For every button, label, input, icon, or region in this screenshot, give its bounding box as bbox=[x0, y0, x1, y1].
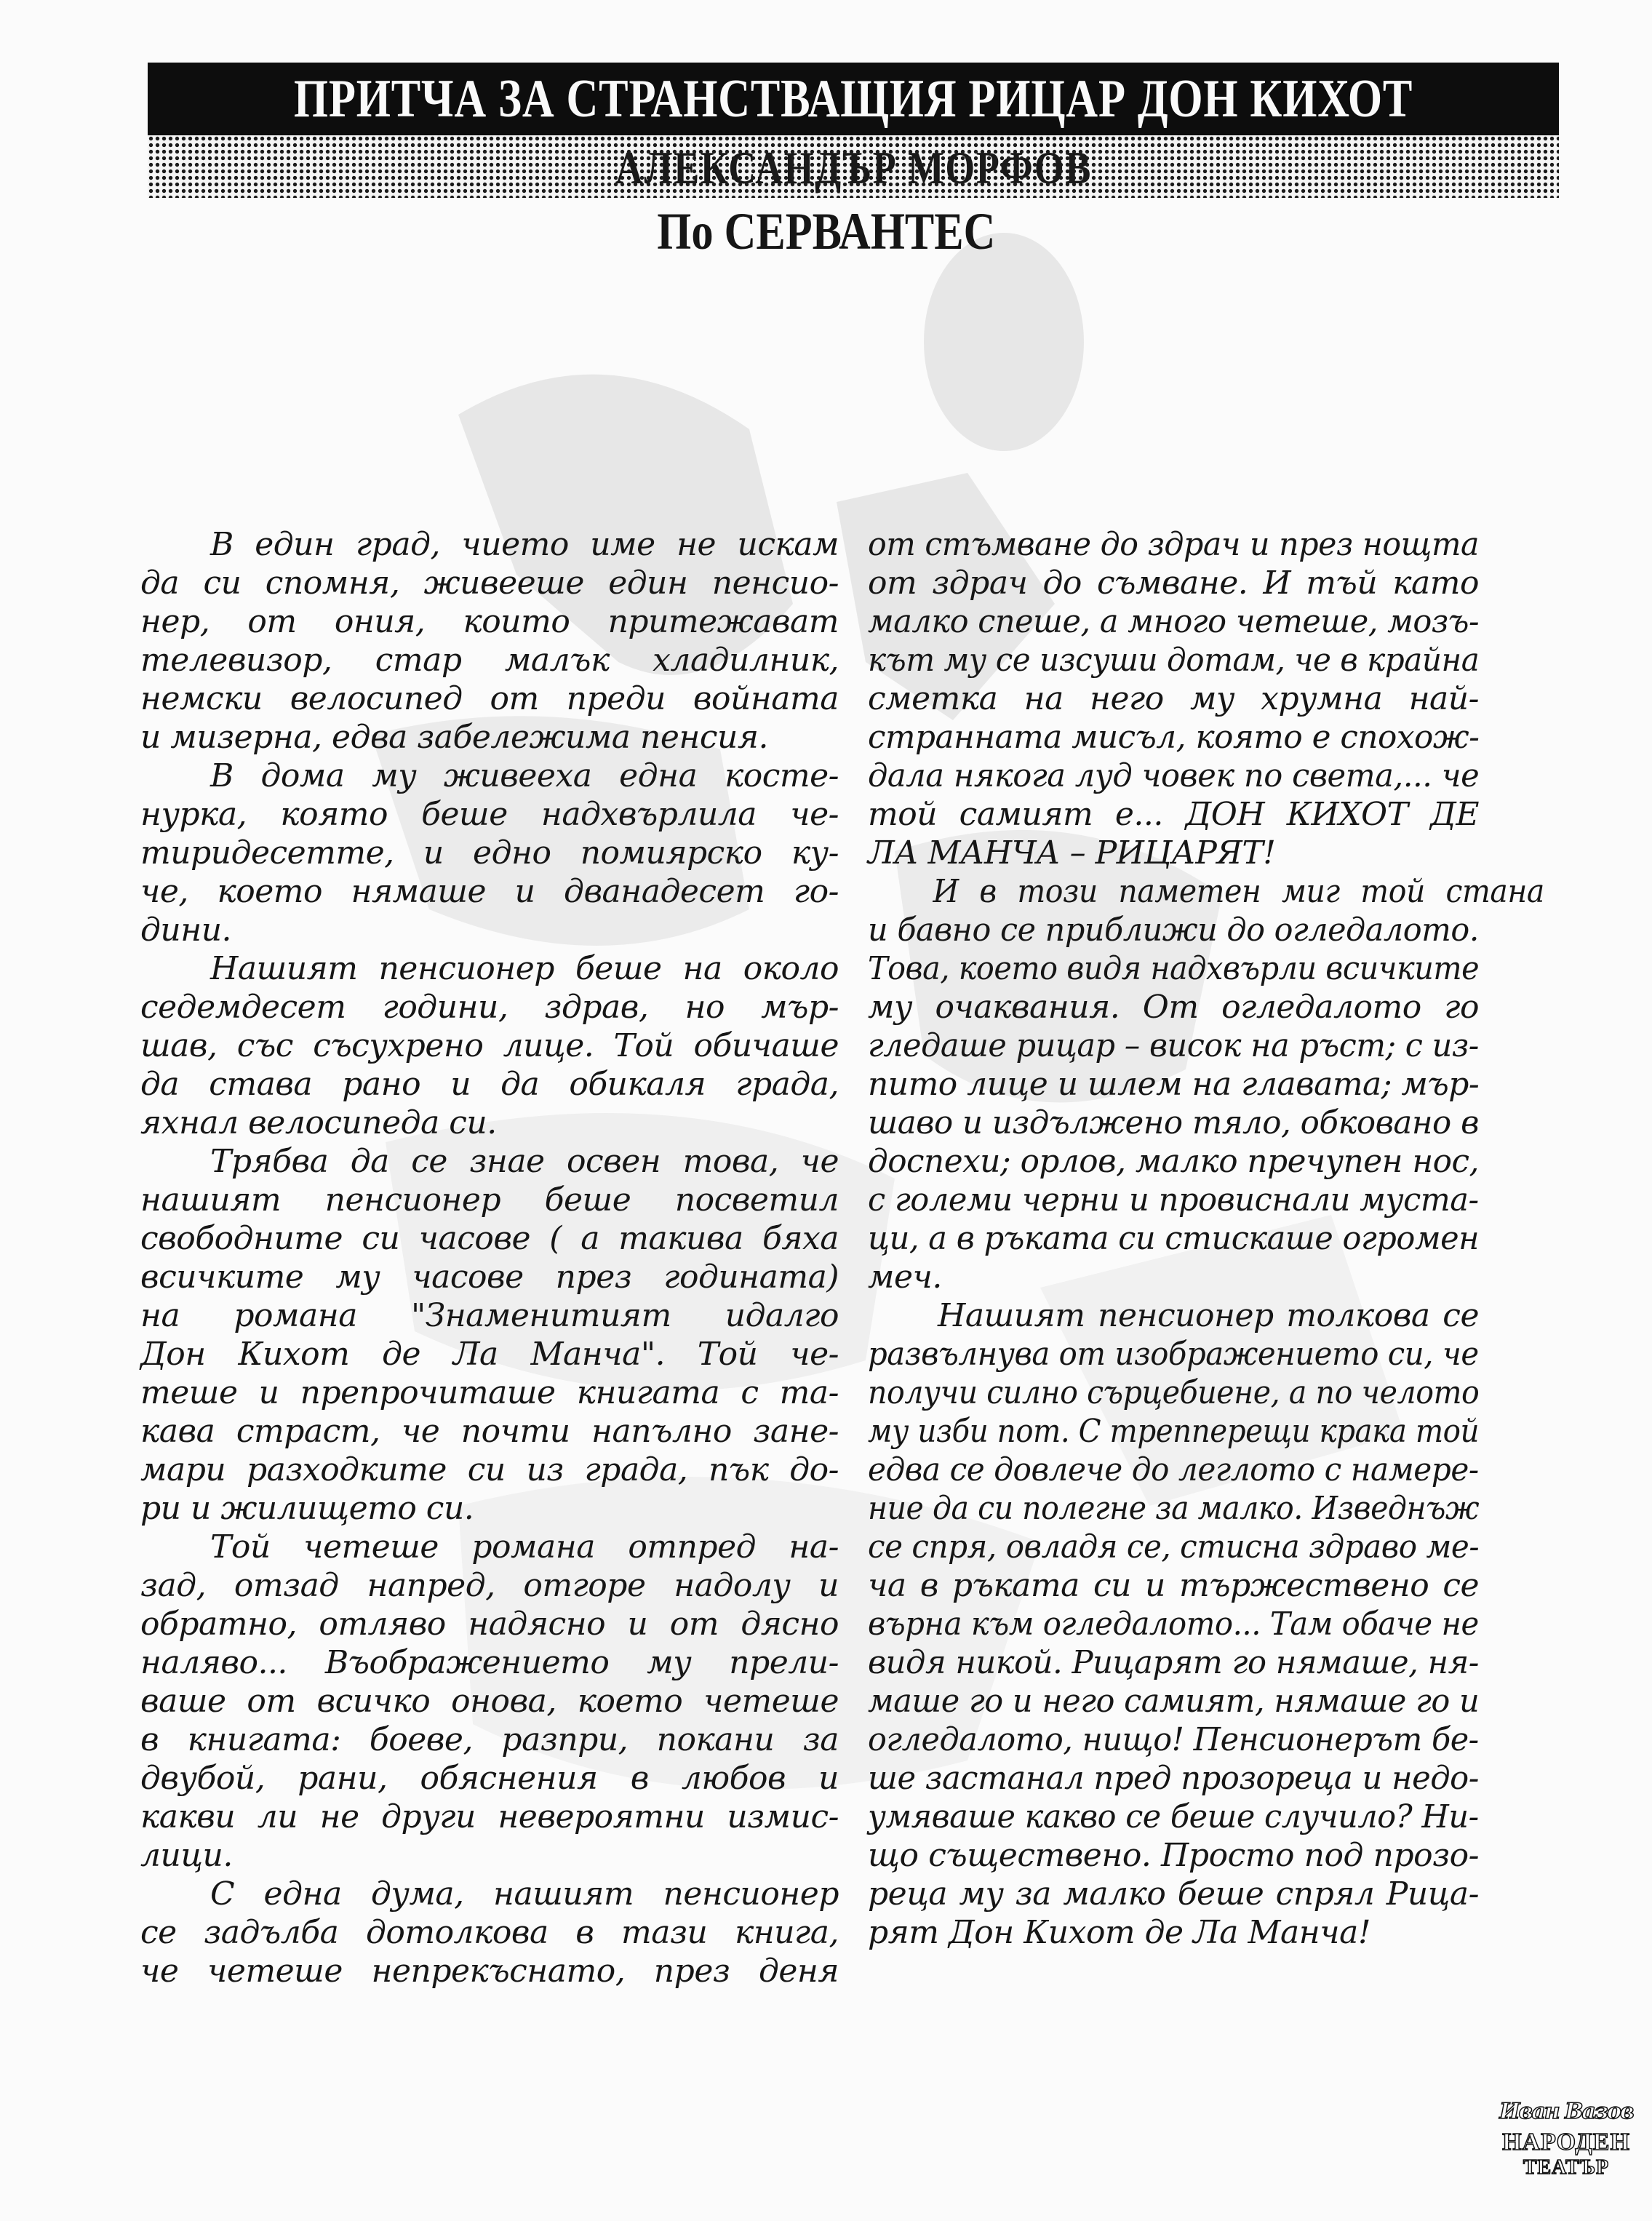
author-bar bbox=[148, 135, 1559, 198]
text-line: огледалото, нищо! Пенсионерът бе- bbox=[868, 1721, 1479, 1758]
text-line: кава страст, че почти напълно зане- bbox=[140, 1413, 839, 1450]
text-line: да става рано и да обикаля града, bbox=[140, 1066, 839, 1103]
text-line: нурка, която беше надхвърлила че- bbox=[140, 796, 839, 833]
text-line: дала някога луд човек по света,... че bbox=[868, 757, 1480, 794]
text-line: от здрач до съмване. И тъй като bbox=[868, 565, 1479, 602]
text-line: дини. bbox=[140, 912, 232, 949]
text-line: И в този паметен миг той стана bbox=[933, 873, 1544, 910]
text-line: получи силно сърцебиене, а по челото bbox=[868, 1374, 1480, 1411]
text-line: всичките му часове през годината) bbox=[140, 1259, 839, 1296]
article-author: АЛЕКСАНДЪР МОРФОВ bbox=[615, 142, 1092, 194]
text-line: едва се довлече до леглото с намере- bbox=[868, 1451, 1479, 1488]
article-title: ПРИТЧА ЗА СТРАНСТВАЩИЯ РИЦАР ДОН КИХОТ bbox=[293, 69, 1413, 129]
text-line: ние да си полегне за малко. Изведнъж bbox=[868, 1490, 1480, 1527]
text-line: че четеше непрекъснато, през деня bbox=[140, 1953, 839, 1990]
text-line: нер, от ония, които притежават bbox=[140, 603, 839, 640]
text-line: нашият пенсионер беше посветил bbox=[140, 1181, 839, 1219]
text-line: в книгата: боеве, разпри, покани за bbox=[140, 1721, 839, 1758]
text-line: той самият е... ДОН КИХОТ ДЕ bbox=[868, 796, 1479, 833]
text-line: маше го и него самият, нямаше го и bbox=[868, 1683, 1480, 1720]
text-line: доспехи; орлов, малко пречупен нос, bbox=[868, 1143, 1479, 1180]
text-line: яхнал велосипеда си. bbox=[140, 1104, 497, 1141]
text-line: В един град, чието име не искам bbox=[210, 526, 839, 563]
title-bar bbox=[148, 63, 1559, 135]
text-line: наляво... Въображението му прели- bbox=[140, 1644, 839, 1681]
text-line: двубой, рани, обяснения в любов и bbox=[140, 1760, 839, 1797]
text-line: В дома му живееха една косте- bbox=[210, 757, 839, 794]
left-column bbox=[140, 525, 839, 1990]
text-line: гледаше рицар – висок на ръст; с из- bbox=[868, 1027, 1479, 1064]
text-line: ваше от всичко онова, което четеше bbox=[140, 1683, 839, 1720]
text-line: немски велосипед от преди войната bbox=[140, 680, 839, 717]
text-line: ци, а в ръката си стискаше огромен bbox=[868, 1220, 1480, 1257]
text-line: обратно, отляво надясно и от дясно bbox=[140, 1606, 839, 1643]
national-theatre-logo bbox=[1497, 2095, 1635, 2180]
text-line: що съществено. Просто под прозо- bbox=[868, 1837, 1479, 1874]
text-line: меч. bbox=[868, 1259, 942, 1296]
text-line: ше застанал пред прозореца и недо- bbox=[868, 1760, 1479, 1797]
logo-line-1: НАРОДЕН bbox=[1502, 2129, 1630, 2156]
text-line: странната мисъл, която е спохож- bbox=[868, 719, 1480, 756]
text-line: Нашият пенсионер толкова се bbox=[938, 1297, 1479, 1334]
text-line: Това, което видя надхвърли всичките bbox=[868, 950, 1480, 987]
text-line: шаво и издължено тяло, обковано в bbox=[868, 1104, 1479, 1141]
text-line: се задълба дотолкова в тази книга, bbox=[140, 1914, 839, 1951]
right-column bbox=[868, 525, 1544, 1952]
text-line: реца му за малко беше спрял Рица- bbox=[868, 1875, 1479, 1913]
logo-line-2: ТЕАТЪР bbox=[1523, 2156, 1610, 2179]
text-line: малко спеше, а много четеше, мозъ- bbox=[868, 603, 1480, 640]
text-line: да си спомня, живееше един пенсио- bbox=[140, 565, 839, 602]
text-line: че, което нямаше и дванадесет го- bbox=[140, 873, 839, 910]
text-line: теше и препрочиташе книгата с та- bbox=[140, 1374, 839, 1411]
text-line: рят Дон Кихот де Ла Манча! bbox=[868, 1914, 1371, 1951]
text-line: какви ли не други невероятни измис- bbox=[140, 1798, 839, 1835]
text-line: развълнува от изображението си, че bbox=[868, 1336, 1479, 1373]
text-line: върна към огледалото... Там обаче не bbox=[868, 1606, 1479, 1643]
text-line: с големи черни и провиснали муста- bbox=[868, 1181, 1479, 1219]
text-line: телевизор, стар малък хладилник, bbox=[140, 642, 839, 679]
text-line: сметка на него му хрумна най- bbox=[868, 680, 1479, 717]
text-line: и бавно се приближи до огледалото. bbox=[868, 912, 1479, 949]
text-line: ча в ръката си и тържествено се bbox=[868, 1567, 1479, 1604]
text-line: седемдесет години, здрав, но мър- bbox=[140, 989, 839, 1026]
text-line: лици. bbox=[140, 1837, 233, 1874]
text-line: и мизерна, едва забележима пенсия. bbox=[140, 719, 768, 756]
text-line: от стъмване до здрач и през нощта bbox=[868, 526, 1479, 563]
text-line: свободните си часове ( а такива бяха bbox=[140, 1220, 839, 1257]
text-line: мари разходките си из града, пък до- bbox=[140, 1451, 839, 1488]
text-line: зад, отзад напред, отгоре надолу и bbox=[140, 1567, 839, 1604]
text-line: тиридесетте, и едно помиярско ку- bbox=[140, 834, 839, 872]
text-line: пито лице и шлем на главата; мър- bbox=[868, 1066, 1480, 1103]
text-line: видя никой. Рицарят го нямаше, ня- bbox=[868, 1644, 1479, 1681]
text-line: му очаквания. От огледалото го bbox=[868, 989, 1479, 1026]
text-line: на романа "Знаменитият идалго bbox=[140, 1297, 839, 1334]
text-line: Нашият пенсионер беше на около bbox=[210, 950, 839, 987]
text-line: Трябва да се знае освен това, че bbox=[210, 1143, 839, 1180]
text-line: Той четеше романа отпред на- bbox=[210, 1528, 839, 1566]
text-line: Дон Кихот де Ла Манча". Той че- bbox=[140, 1336, 839, 1373]
logo-signature: Иван Вазов bbox=[1499, 2099, 1633, 2124]
text-line: се спря, овладя се, стисна здраво ме- bbox=[868, 1528, 1480, 1566]
subtitle-text: По СЕРВАНТЕС bbox=[657, 202, 995, 260]
text-line: шав, със съсухрено лице. Той обичаше bbox=[140, 1027, 839, 1064]
text-line: кът му се изсуши дотам, че в крайна bbox=[868, 642, 1480, 679]
article-subtitle bbox=[0, 202, 1652, 260]
text-line: ЛА МАНЧА – РИЦАРЯТ! bbox=[868, 834, 1276, 872]
text-line: ри и жилището си. bbox=[140, 1490, 474, 1527]
text-line: му изби пот. С трепперещи крака той bbox=[868, 1413, 1480, 1450]
text-line: умяваше какво се беше случило? Ни- bbox=[868, 1798, 1479, 1835]
text-line: С една дума, нашият пенсионер bbox=[210, 1875, 839, 1913]
